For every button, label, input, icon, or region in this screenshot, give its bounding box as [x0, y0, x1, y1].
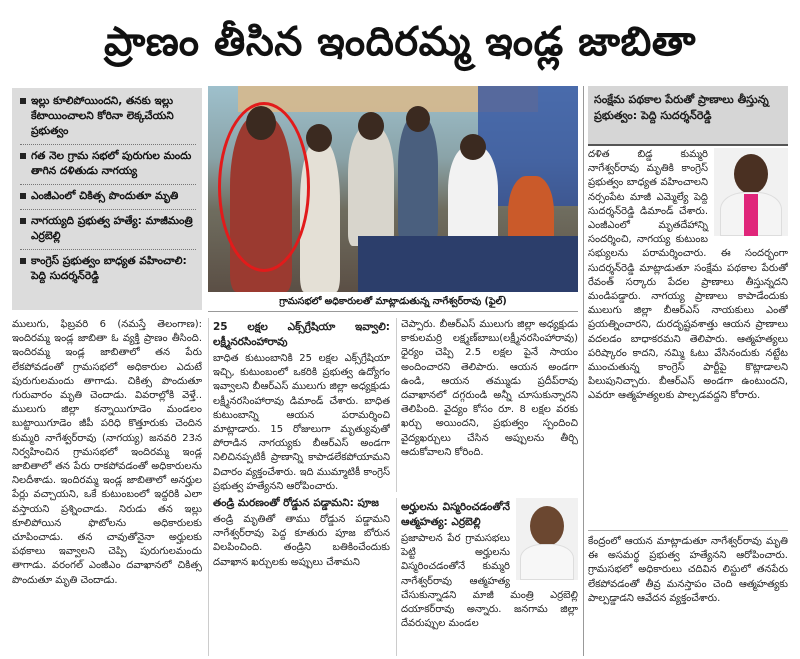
article-column-2 [208, 318, 390, 656]
photo-scarf [744, 194, 758, 236]
column-divider [583, 86, 584, 656]
article-paragraph: ప్రజాపాలన పేర గ్రామసభలు పెట్టి అర్హులను విస్మరించడంతోనే కుమ్మరి నాగేశ్వర్‌రావు ఆత్మహత్య చేసుకున్నాడని మాజీ మంత్రి ఎర్రబెల్లి దయాకర్‌రావు అన్నారు. జనగామ జిల్లా దేవరుప్పుల మండల [401, 533, 578, 630]
photo-head [358, 112, 384, 140]
photo-person [398, 116, 438, 241]
article-column-4 [588, 148, 788, 528]
sidebar-title: సంక్షేమ పథకాల పేరుతో ప్రాణాలు తీస్తున్న ప్రభుత్వం: పెద్ది సుదర్శన్‌రెడ్డి [588, 86, 788, 146]
subheading: తండ్రి మరణంతో రోడ్డున పడ్డామని: పూజ [213, 497, 379, 510]
headline: ప్రాణం తీసిన ఇందిరమ్మ ఇండ్ల జాబితా [103, 19, 697, 65]
article-paragraph: ములుగు, ఫిబ్రవరి 6 (నమస్తే తెలంగాణ): ఇందిరమ్మ ఇండ్ల జాబితా ఓ వ్యక్తి ప్రాణం తీసింది. ఇందిరమ్మ ఇండ్ల జాబితాలో తన పేరు లేకపోవడంతో గ్రామసభలో అధికారుల ఎదుటే పురుగులమందు తాగాడు. చికిత్స పొందుతూ గురువారం మృతి చెందాడు. వివరాల్లోకి వెళ్తే.. ములుగు జిల్లా కన్నాయిగూడెం మండలం బుట్టాయిగూడెం జీపీ పరిధి కొత్తూరుకు చెందిన కుమ్మరి నాగేశ్వర్‌రావు (నాగయ్య) జనవరి 23న నిర్వహించిన గ్రామసభలో ఇందిరమ్మ ఇండ్ల జాబితాలో తన పేరు రాకపోవడంతో అధికారులను నిలదీశాడు. ఇందిరమ్మ ఇండ్ల జాబితాలో అనర్హుల పేర్లు వచ్చాయని, ఒకే కుటుంబంలో ఇద్దరికి ఎలా వస్తాయని ప్రశ్నించాడు. నిరుడు తన ఇల్లు కూలిపోయిన ఫొటోలను అధికారులకు చూపించాడు. తన చావుతోనైనా అర్హులకు పథకాలు ఇవ్వాలని చెప్పి పురుగులమందు తాగాడు. వరంగల్ ఎంజీఎం దవాఖానలో చికిత్స పొందుతూ మృతి చెందాడు. [12, 319, 202, 586]
article-paragraph: తండ్రి మృతితో తాము రోడ్డున పడ్డామని నాగేశ్వర్‌రావు పెద్ద కూతురు పూజ బోరున విలపించింది. తండ్రిని బతికించేందుకు దవాఖాన ఖర్చులకు అప్పులు చేశామని [213, 514, 390, 568]
article-column-3 [396, 318, 578, 492]
article-paragraph: బాధిత కుటుంబానికి 25 లక్షల ఎక్స్‌గ్రేషియా ఇచ్చి, కుటుంబంలో ఒకరికి ప్రభుత్వ ఉద్యోగం ఇవ్వాలని బీఆర్‌ఎస్ ములుగు జిల్లా అధ్యక్షుడు లక్ష్మీనరసింహారావు డిమాండ్ చేశారు. బాధిత కుటుంబాన్ని ఆయన పరామర్శించి మాట్లాడారు. 15 రోజులుగా మృత్యువుతో పోరాడిన నాగయ్యకు బీఆర్‌ఎస్ అండగా నిలిచినప్పటికీ ప్రాణాన్ని కాపాడలేకపోయామని విచారం వ్యక్తంచేశారు. ఇది ముమ్మాటికీ కాంగ్రెస్ ప్రభుత్వ హత్యేనని ఆరోపించారు. [213, 353, 390, 492]
photo-head [306, 124, 332, 152]
photo-face [530, 506, 564, 546]
photo-person [348, 126, 394, 246]
article-column-5 [588, 530, 788, 656]
article-column-1 [12, 318, 202, 656]
article-paragraph: కేంద్రంలో ఆయన మాట్లాడుతూ నాగేశ్వర్‌రావు మృతి ఈ అసమర్థ ప్రభుత్వ హత్యేనని ఆరోపించారు. గ్రామసభలో అధికారులు చదివిన లిస్టులో తనపేరు లేకపోవడంతో తీవ్ర మనస్తాపం చెంది ఆత్మహత్యకు పాల్పడ్డాడని ఆవేదన వ్యక్తంచేశారు. [588, 536, 788, 604]
photo-caption: గ్రామసభలో అధికారులతో మాట్లాడుతున్న నాగేశ్వర్‌రావు (ఫైల్) [208, 292, 578, 312]
subheading: 25 లక్షల ఎక్స్‌గ్రేషియా ఇవ్వాలి: లక్ష్మీనరసింహారావు [213, 321, 390, 348]
article-column-3b [396, 498, 578, 656]
photo-head [406, 106, 430, 132]
article-paragraph: దళిత బిడ్డ కుమ్మరి నాగేశ్వర్‌రావు మృతికి కాంగ్రెస్ ప్రభుత్వం బాధ్యత వహించాలని నర్సంపేట మాజీ ఎమ్మెల్యే పెద్ది సుదర్శన్‌రెడ్డి డిమాండ్ చేశారు. ఎంజీఎంలో మృతదేహాన్ని సందర్శించి, నాగయ్య కుటుంబ సభ్యులను పరామర్శించారు. ఈ సందర్భంగా సుదర్శన్‌రెడ్డి మాట్లాడుతూ సంక్షేమ పథకాల పేరుతో రేవంత్ సర్కారు పేదల ప్రాణాలు తీస్తున్నదని మండిపడ్డారు. నాగయ్య ప్రాణాలు కాపాడేందుకు ములుగు జిల్లా బీఆర్‌ఎస్ నాయకులు ఎంతో ప్రయత్నించారని, దురదృష్టవశాత్తు ఆయన ప్రాణాలు వదలడం బాధాకరమని తెలిపారు. ఆత్మహత్యలు పరిష్కారం కాదని, నమ్మి ఓటు వేసినందుకు నట్టేట ముంచుతున్న కాంగ్రెస్ పార్టీపై కొట్లాడాలని పిలుపునిచ్చారు. బీఆర్‌ఎస్ అండగా ఉంటుందని, ఎవరూ ఆత్మహత్యలకు పాల్పడవద్దని కోరారు. [588, 149, 788, 402]
news-photo [208, 86, 578, 292]
subheading: అర్హులను విస్మరించడంతోనే ఆత్మహత్య: ఎర్రబెల్లి [401, 501, 510, 528]
photo-shirt [520, 544, 574, 580]
photo-head [460, 134, 486, 160]
peddi-photo [714, 148, 788, 236]
highlight-item: ఎంజీఎంలో చికిత్స పొందుతూ మృతి [20, 184, 196, 204]
highlight-item: ఇల్లు కూలిపోయిందని, తనకు ఇల్లు కేటాయించాలని కోరినా లెక్కచేయని ప్రభుత్వం [20, 94, 196, 139]
photo-face [734, 154, 768, 194]
article-paragraph: చెప్పారు. బీఆర్‌ఎస్ ములుగు జిల్లా అధ్యక్షుడు కాకులమర్రి లక్ష్మణ్‌బాబు(లక్ష్మీనరసింహారావు) ధైర్యం చెప్పి 2.5 లక్షల పైనే సాయం అందించారని తెలిపారు. ఆయన అండగా ఉండి, ఆయన తమ్ముడు ప్రదీప్‌రావు దవాఖానలో దగ్గరుండి అన్నీ చూసుకున్నారని తెలిపింది. వైద్యం కోసం రూ. 8 లక్షల వరకు ఖర్చు అయిందని, ప్రభుత్వం స్పందించి వైద్యఖర్చులు చేసిన అప్పులను తీర్చి ఆదుకోవాలని కోరింది. [401, 319, 578, 458]
highlights-box [12, 88, 202, 310]
red-highlight-circle [218, 102, 310, 272]
highlight-item: గత నెల గ్రామ సభలో పురుగుల మందు తాగిన దళితుడు నాగయ్య [20, 144, 196, 179]
highlight-item: కాంగ్రెస్ ప్రభుత్వం బాధ్యత వహించాలి: పెద్ది సుదర్శన్‌రెడ్డి [20, 249, 196, 284]
highlight-item: నాగయ్యది ప్రభుత్వ హత్యే: మాజీమంత్రి ఎర్రబెల్లి [20, 209, 196, 244]
photo-table [358, 236, 578, 292]
errabelli-photo [516, 498, 578, 580]
